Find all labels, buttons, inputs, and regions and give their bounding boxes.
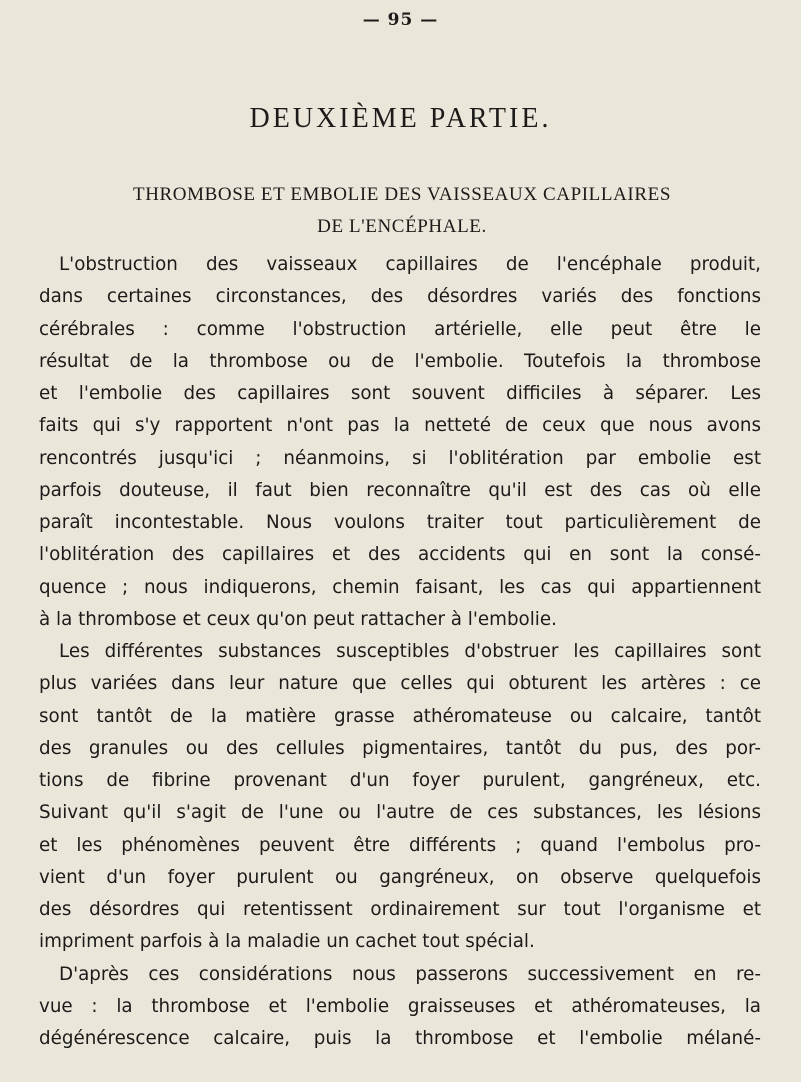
text-line: D'après ces considérations nous passerons successivement en re- bbox=[59, 963, 761, 985]
page-number: — 95 — bbox=[362, 10, 439, 30]
text-line: Les différentes substances susceptibles d'obstruer les capillaires sont bbox=[59, 641, 761, 662]
text-line: cérébrales : comme l'obstruction artérielle, elle peut être le bbox=[39, 318, 761, 340]
text-line: L'obstruction des vaisseaux capillaires de l'encéphale produit, bbox=[59, 254, 761, 275]
text-line: faits qui s'y rapportent n'ont pas la netteté de ceux que nous avons bbox=[39, 415, 761, 437]
text-line: sont tantôt de la matière grasse athéromateuse ou calcaire, tantôt bbox=[39, 705, 761, 727]
text-line: dégénérescence calcaire, puis la thrombose et l'embolie mélané- bbox=[39, 1028, 761, 1049]
text-line: Suivant qu'il s'agit de l'une ou l'autre de ces substances, les lésions bbox=[39, 802, 761, 824]
text-line: des granules ou des cellules pigmentaires, tantôt du pus, des por- bbox=[39, 737, 761, 759]
text-line: plus variées dans leur nature que celles qui obturent les artères : ce bbox=[39, 673, 761, 695]
paragraph-1 bbox=[39, 249, 761, 636]
text-line: paraît incontestable. Nous voulons traiter tout particulièrement de bbox=[39, 512, 761, 533]
paragraph-3 bbox=[39, 959, 761, 1056]
text-line: parfois douteuse, il faut bien reconnaître qu'il est des cas où elle bbox=[39, 479, 761, 501]
text-line: l'oblitération des capillaires et des accidents qui en sont la consé- bbox=[39, 544, 761, 566]
text-line: vue : la thrombose et l'embolie graisseuses et athéromateuses, la bbox=[39, 995, 761, 1017]
text-line: tions de fibrine provenant d'un foyer purulent, gangréneux, etc. bbox=[39, 770, 761, 791]
part-title: DEUXIÈME PARTIE. bbox=[249, 103, 552, 134]
text-line: et les phénomènes peuvent être différents ; quand l'embolus pro- bbox=[39, 834, 761, 856]
text-line: à la thrombose et ceux qu'on peut rattacher à l'embolie. bbox=[39, 608, 557, 630]
text-line: impriment parfois à la maladie un cachet tout spécial. bbox=[39, 931, 535, 953]
text-line: résultat de la thrombose ou de l'embolie. Toutefois la thrombose bbox=[39, 350, 761, 372]
text-line: vient d'un foyer purulent ou gangréneux, on observe quelquefois bbox=[39, 866, 761, 888]
text-line: rencontrés jusqu'ici ; néanmoins, si l'oblitération par embolie est bbox=[39, 447, 761, 469]
chapter-title bbox=[62, 179, 742, 243]
paragraph-2 bbox=[39, 636, 761, 959]
text-line: et l'embolie des capillaires sont souvent difficiles à séparer. Les bbox=[39, 383, 761, 404]
text-line: dans certaines circonstances, des désordres variés des fonctions bbox=[39, 286, 761, 308]
text-line: des désordres qui retentissent ordinairement sur tout l'organisme et bbox=[39, 899, 761, 920]
body-text bbox=[39, 249, 761, 1055]
text-line: quence ; nous indiquerons, chemin faisant, les cas qui appartiennent bbox=[39, 576, 761, 598]
chapter-title-line: THROMBOSE ET EMBOLIE DES VAISSEAUX CAPILLAIRES bbox=[132, 184, 671, 205]
chapter-title-line: DE L'ENCÉPHALE. bbox=[317, 216, 487, 237]
